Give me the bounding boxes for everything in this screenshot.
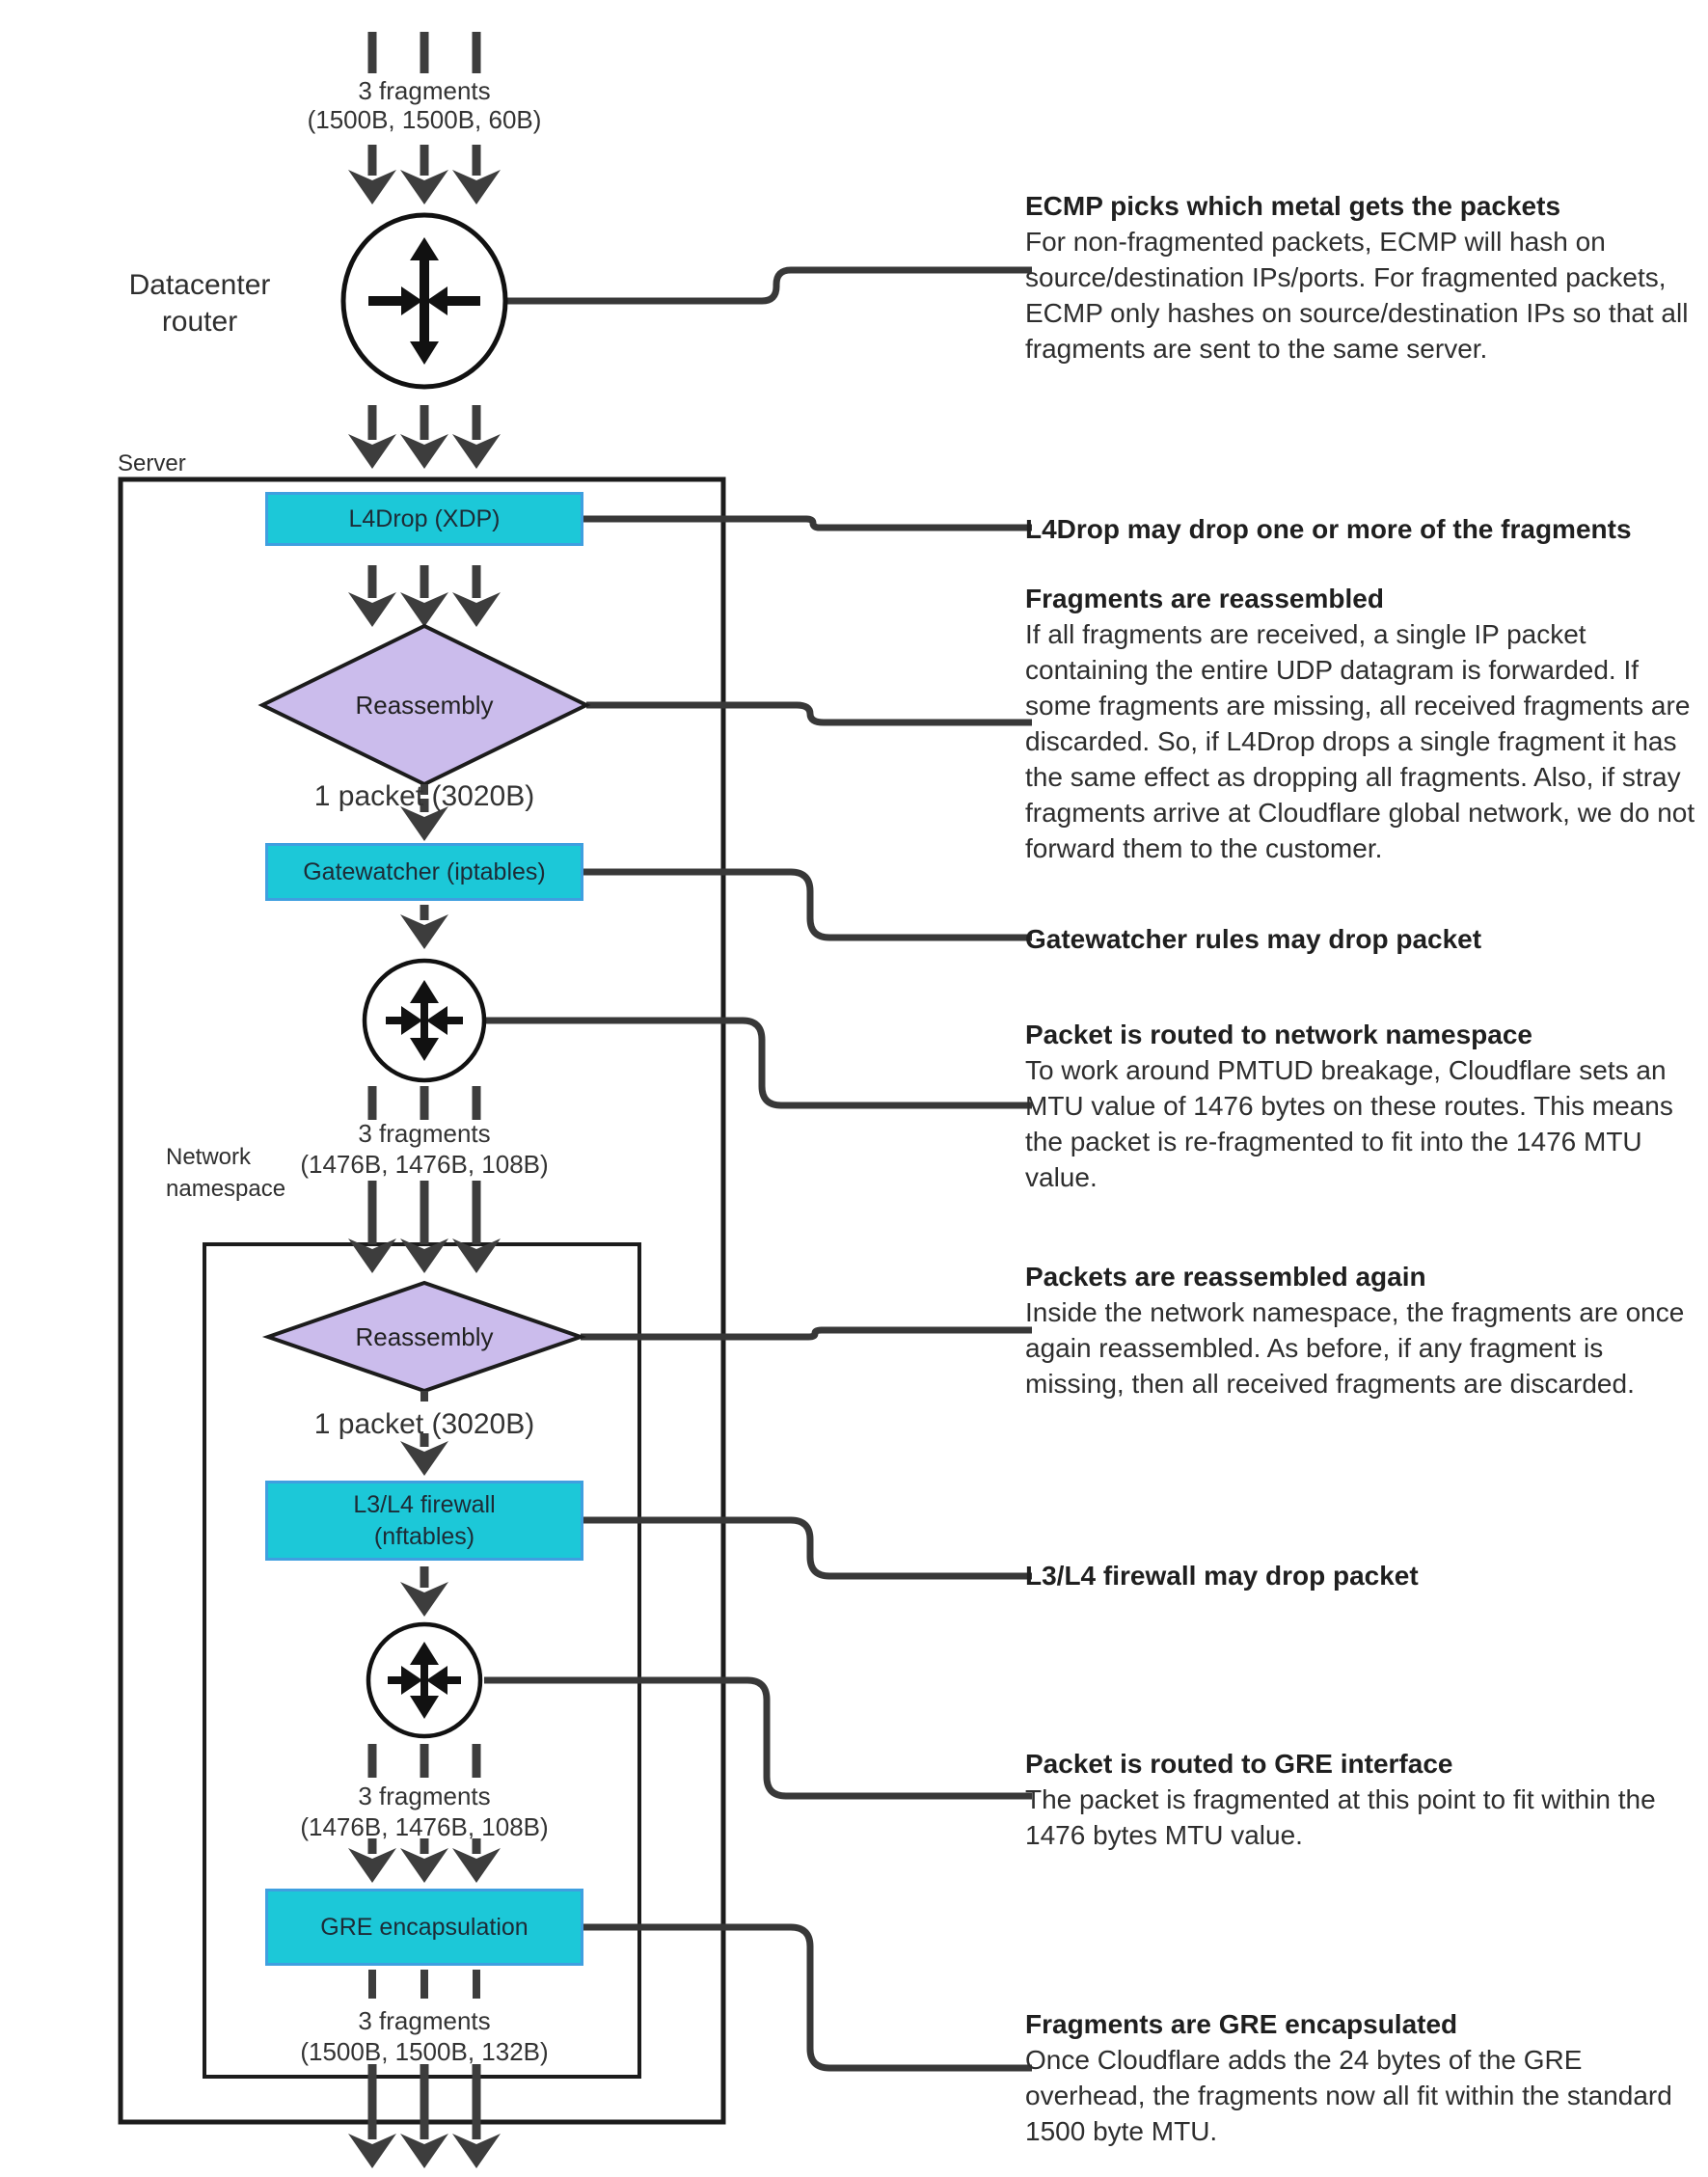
arrow-shaft <box>420 1181 429 1244</box>
datacenter-router-label-line1: Datacenter <box>128 269 271 301</box>
arrow-shaft <box>368 1181 377 1244</box>
fragments-gre-out-sizes: (1500B, 1500B, 132B) <box>300 2037 549 2066</box>
connector-reassembly2 <box>581 1330 1032 1337</box>
fragment-dash <box>368 1744 377 1778</box>
router-icon <box>343 215 505 387</box>
fragments-netns-sizes: (1476B, 1476B, 108B) <box>300 1150 549 1179</box>
fragment-dash <box>420 1970 428 1999</box>
connector-firewall <box>583 1520 1032 1576</box>
annotation-reassembled-again-heading: Packets are reassembled again <box>1025 1262 1426 1292</box>
fragment-dash <box>420 32 429 73</box>
annotation-reassembled-heading: Fragments are reassembled <box>1025 584 1384 613</box>
connector-ecmp <box>505 270 1032 301</box>
arrow-shaft <box>420 905 429 920</box>
arrow-shaft <box>420 2064 429 2139</box>
connector-gre-encap <box>583 1927 1032 2068</box>
gatewatcher-node <box>265 843 583 901</box>
annotation-l4drop <box>1025 511 1700 547</box>
fragments-gre-in-sizes: (1476B, 1476B, 108B) <box>300 1812 549 1841</box>
arrow-shaft <box>368 145 377 176</box>
annotation-netns-route <box>1025 1017 1700 1195</box>
fragment-dash <box>473 1970 480 1999</box>
gre-node-label: GRE encapsulation <box>320 1913 529 1941</box>
datacenter-router-label-line2: router <box>161 306 238 338</box>
fragments-netns-count: 3 fragments <box>358 1119 491 1148</box>
annotation-reassembled <box>1025 581 1700 866</box>
annotation-firewall-heading: L3/L4 firewall may drop packet <box>1025 1561 1419 1591</box>
annotation-gre-encap-heading: Fragments are GRE encapsulated <box>1025 2009 1458 2039</box>
connector-reassembly1 <box>586 705 1032 722</box>
arrow-shaft <box>420 565 429 598</box>
server-box-label: Server <box>118 450 186 476</box>
fragment-dash <box>420 1086 429 1120</box>
stub-line <box>420 1391 428 1401</box>
connector-l4drop <box>583 519 1032 528</box>
annotation-ecmp <box>1025 188 1700 367</box>
annotation-gre-route-heading: Packet is routed to GRE interface <box>1025 1749 1453 1779</box>
annotation-gre-encap <box>1025 2006 1700 2149</box>
fragment-dash <box>473 1086 481 1120</box>
annotation-gatewatcher-heading: Gatewatcher rules may drop packet <box>1025 924 1482 954</box>
annotation-netns-route-body: To work around PMTUD breakage, Cloudflare sets an MTU value of 1476 bytes on these routes. This means the packet is re-fragmented to fit into the 1476 MTU value. <box>1025 1055 1673 1192</box>
fragment-dash <box>368 1086 377 1120</box>
fragments-gre-in-count: 3 fragments <box>358 1782 491 1810</box>
packet-reassembled-2: 1 packet (3020B) <box>313 1408 535 1440</box>
fragment-dash <box>420 1744 429 1778</box>
arrow-shaft <box>368 565 377 598</box>
annotation-gre-encap-body: Once Cloudflare adds the 24 bytes of the GRE overhead, the fragments now all fit within the standard 1500 byte MTU. <box>1025 2045 1672 2146</box>
arrow-shaft <box>473 2064 481 2139</box>
connector-gatewatcher <box>583 872 1032 938</box>
l4drop-node-label: L4Drop (XDP) <box>348 504 501 532</box>
arrow-shaft <box>368 2064 377 2139</box>
fragment-dash <box>473 32 481 73</box>
connector-netns-route <box>484 1020 1032 1105</box>
annotation-netns-route-heading: Packet is routed to network namespace <box>1025 1020 1532 1049</box>
gre-node <box>265 1889 583 1966</box>
arrow-shaft <box>473 565 481 598</box>
firewall-node-label-line1: L3/L4 firewall <box>353 1490 496 1518</box>
fragments-top-count: 3 fragments <box>358 76 491 105</box>
annotation-gre-route-body: The packet is fragmented at this point to fit within the 1476 bytes MTU value. <box>1025 1784 1656 1850</box>
arrow-shaft <box>368 405 377 440</box>
fragment-dash <box>473 1744 481 1778</box>
network-namespace-label-line1: Network <box>166 1144 252 1170</box>
firewall-node <box>265 1481 583 1561</box>
reassembly2-label: Reassembly <box>355 1322 494 1351</box>
annotation-firewall <box>1025 1558 1700 1593</box>
annotation-reassembled-again <box>1025 1259 1700 1401</box>
gatewatcher-node-label: Gatewatcher (iptables) <box>303 857 546 885</box>
annotation-ecmp-body: For non-fragmented packets, ECMP will hash on source/destination IPs/ports. For fragmented packets, ECMP only hashes on source/destination IPs so that all fragments are sent to the same server. <box>1025 227 1689 364</box>
arrow-shaft <box>420 1566 429 1588</box>
router-icon <box>368 1624 480 1736</box>
annotation-l4drop-heading: L4Drop may drop one or more of the fragments <box>1025 514 1632 544</box>
router-icon <box>365 961 484 1080</box>
fragment-dash <box>368 1970 376 1999</box>
arrow-shaft <box>420 405 429 440</box>
packet-reassembled-1: 1 packet (3020B) <box>313 780 535 812</box>
annotation-reassembled-body: If all fragments are received, a single IP packet containing the entire UDP datagram is forwarded. If some fragments are missing, all received fragments are discarded. So, if L4Drop drops a single fragment it has the same effect as dropping all fragments. Also, if stray fragments arrive at Cloudflare global network, we do not forward them to the customer. <box>1025 619 1695 863</box>
arrow-shaft <box>420 145 429 176</box>
datacenter-router-label <box>129 267 271 340</box>
annotation-gre-route <box>1025 1746 1700 1853</box>
fragments-top-sizes: (1500B, 1500B, 60B) <box>307 105 542 134</box>
reassembly1-label: Reassembly <box>355 691 494 720</box>
firewall-node-label-line2: (nftables) <box>373 1522 475 1550</box>
annotation-ecmp-heading: ECMP picks which metal gets the packets <box>1025 191 1561 221</box>
arrow-shaft <box>473 1181 481 1244</box>
connector-gre-route <box>484 1680 1032 1796</box>
annotation-gatewatcher <box>1025 921 1700 957</box>
fragments-gre-out-count: 3 fragments <box>358 2006 491 2035</box>
l4drop-node <box>265 492 583 546</box>
fragment-dash <box>368 32 377 73</box>
arrow-shaft <box>473 145 481 176</box>
annotation-reassembled-again-body: Inside the network namespace, the fragments are once again reassembled. As before, if any fragment is missing, then all received fragments are discarded. <box>1025 1297 1685 1399</box>
network-namespace-label-line2: namespace <box>166 1176 286 1202</box>
arrow-shaft <box>473 405 481 440</box>
network-namespace-label <box>166 1141 285 1205</box>
